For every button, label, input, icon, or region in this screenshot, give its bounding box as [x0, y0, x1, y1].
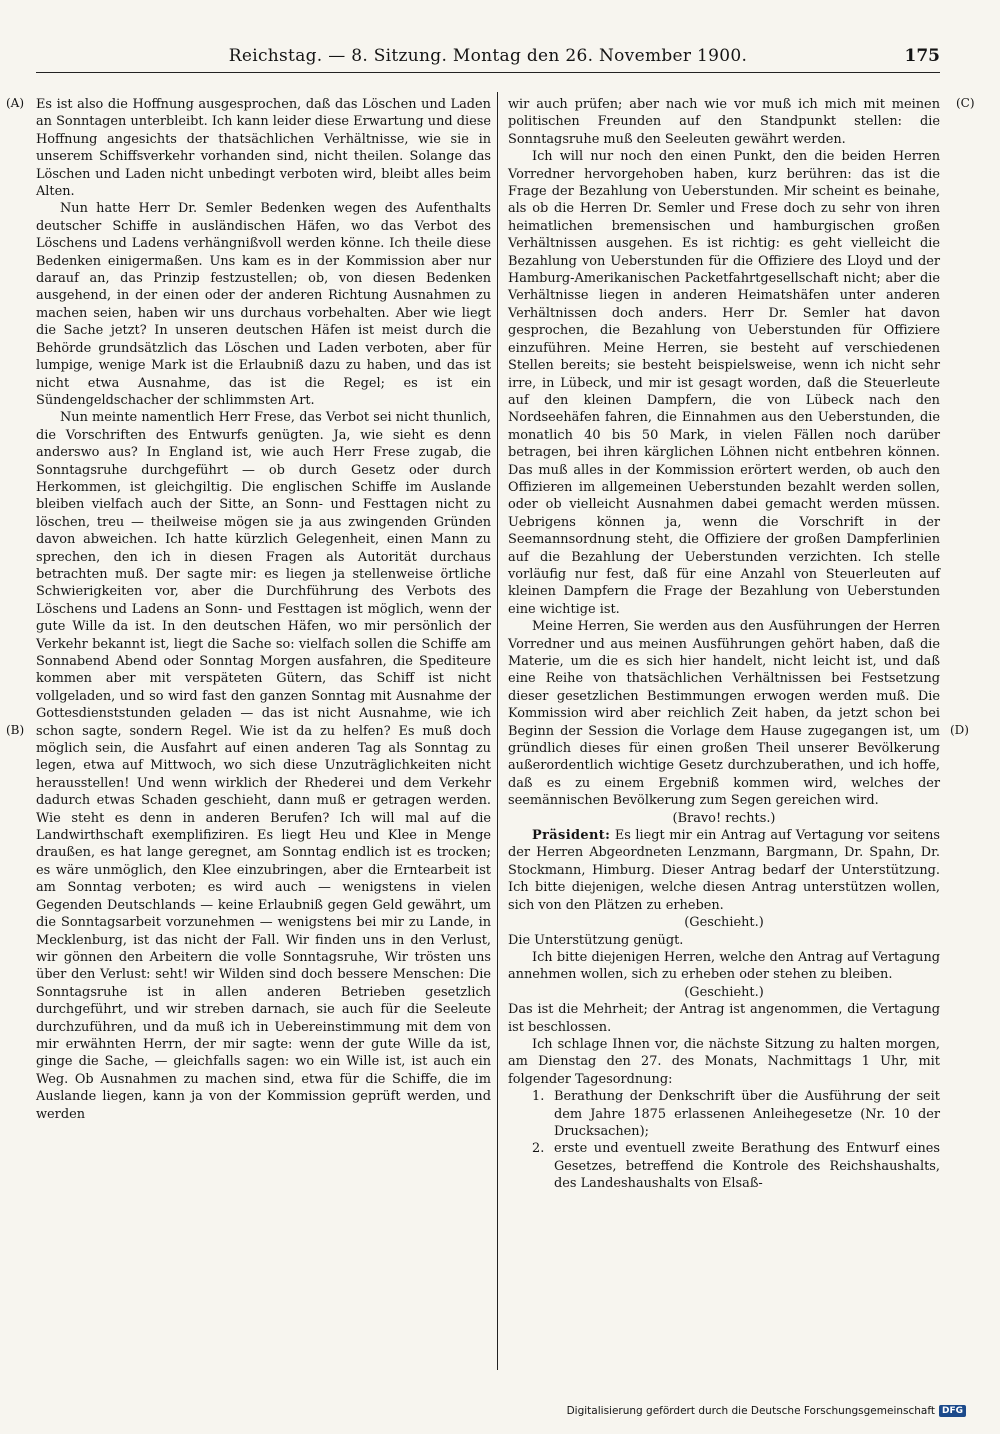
paragraph: Ich schlage Ihnen vor, die nächste Sitzung zu halten morgen, am Dienstag den 27. des Monats, Nachmittags 1 Uhr, mit folgender Tagesordnung:: [508, 1036, 940, 1087]
agenda-number: 2.: [532, 1141, 545, 1157]
agenda-item: [508, 1088, 940, 1140]
interjection: (Geschieht.): [684, 915, 764, 931]
paragraph: Ich bitte diejenigen Herren, welche den Antrag auf Vertagung annehmen wollen, sich zu erheben oder stehen zu bleiben.: [508, 949, 940, 983]
header-rule: [36, 72, 940, 73]
page-number: 175: [904, 46, 940, 66]
agenda-item: [508, 1140, 940, 1192]
column-divider: [497, 92, 498, 1370]
footer: [567, 1405, 966, 1417]
agenda-text: Berathung der Denkschrift über die Ausführung der seit dem Jahre 1875 erlassenen Anleihegesetze (Nr. 10 der Drucksachen);: [554, 1089, 940, 1139]
interjection: (Geschieht.): [684, 984, 764, 1000]
interjection: (Bravo! rechts.): [672, 810, 776, 826]
paragraph: Es ist also die Hoffnung ausgesprochen, daß das Löschen und Laden an Sonntagen unterbleibt. Ich kann leider diese Erwartung und diese Hoffnung angesichts der thatsächlichen Verhältnisse, wie sie in unserem Schiffsverkehr vorhanden sind, nicht theilen. Solange das Löschen und Laden nicht unbedingt verboten wird, bleibt alles beim Alten.: [36, 97, 491, 200]
paragraph: Meine Herren, Sie werden aus den Ausführungen der Herren Vorredner und aus meinen Ausführungen gehört haben, daß die Materie, um die es sich hier handelt, nicht leicht ist, und daß eine Reihe von thatsächlichen Verhältnissen bei Festsetzung dieser gesetzlichen Bestimmungen erwogen werden muß. Die Kommission wird aber reichlich Zeit haben, da jetzt schon bei Beginn der Session die Vorlage dem Hause zugegangen ist, um gründlich dieses für einen großen Theil unserer Bevölkerung außerordentlich wichtige Gesetz durchzuberathen, und ich hoffe, daß es zu einem Ergebniß kommen wird, welches der seemännischen Bevölkerung zum Segen gereichen wird.: [508, 619, 940, 809]
right-column: [508, 96, 940, 1193]
footer-text: Digitalisierung gefördert durch die Deutsche Forschungsgemeinschaft: [566, 1405, 935, 1417]
margin-mark-c: (C): [956, 96, 975, 110]
speaker-label: Präsident:: [532, 828, 611, 844]
margin-mark-b: (B): [6, 723, 25, 737]
left-column: [36, 96, 491, 1123]
president-text: Es liegt mir ein Antrag auf Vertagung vor seitens der Herren Abgeordneten Lenzmann, Bargmann, Dr. Spahn, Dr. Stockmann, Himburg. Dieser Antrag bedarf der Unterstützung. Ich bitte diejenigen, welche diesen Antrag unterstützen wollen, sich von den Plätzen zu erheben.: [508, 828, 940, 913]
margin-mark-a: (A): [6, 96, 25, 110]
agenda-text: erste und eventuell zweite Berathung des Entwurf eines Gesetzes, betreffend die Kontrole des Reichshaushalts, des Landeshaushalts von Elsaß-: [554, 1141, 940, 1192]
paragraph: wir auch prüfen; aber nach wie vor muß ich mich mit meinen politischen Freunden auf den Standpunkt stellen: die Sonntagsruhe muß den Seeleuten gewährt werden.: [508, 97, 940, 147]
agenda-list: [508, 1088, 940, 1192]
paragraph: Das ist die Mehrheit; der Antrag ist angenommen, die Vertagung ist beschlossen.: [508, 1002, 940, 1035]
paragraph: Ich will nur noch den einen Punkt, den die beiden Herren Vorredner hervorgehoben haben, kurz berühren: das ist die Frage der Bezahlung von Ueberstunden. Mir scheint es beinahe, als ob die Herren Dr. Semler und Frese doch zu sehr von ihren heimatlichen bremensischen und hamburgischen großen Verhältnissen ausgehen. Es ist richtig: es geht vielleicht die Bezahlung von Ueberstunden für die Offiziere des Lloyd und der Hamburg-Amerikanischen Packetfahrtgesellschaft nicht; aber die Verhältnisse liegen in anderen Heimatshäfen unter anderen Verhältnissen doch anders. Herr Dr. Semler hat davon gesprochen, die Bezahlung von Ueberstunden für Offiziere einzuführen. Meine Herren, sie besteht auf verschiedenen Stellen bereits; sie besteht beispielsweise, wenn ich nicht sehr irre, in Lübeck, und mir ist gesagt worden, daß die Steuerleute auf den kleinen Dampfern, die von Lübeck nach den Nordseehäfen fahren, die Einnahmen aus den Ueberstunden, die monatlich 40 bis 50 Mark, in vielen Fällen noch darüber betragen, bei ihren kärglichen Löhnen nicht entbehren können. Das muß alles in der Kommission erörtert werden, ob auch den Offizieren im allgemeinen Ueberstunden bezahlt werden sollen, oder ob vielleicht Ausnahmen dabei gemacht werden müssen. Uebrigens können ja, wenn die Vorschrift in der Seemannsordnung steht, die Offiziere der großen Dampferlinien auf die Bezahlung der Ueberstunden verzichten. Ich stelle vorläufig nur fest, daß für eine Anzahl von Steuerleuten auf kleinen Dampfern die Frage der Bezahlung von Ueberstunden eine wichtige ist.: [508, 149, 940, 617]
running-title: Reichstag. — 8. Sitzung. Montag den 26. November 1900.: [228, 46, 748, 66]
agenda-number: 1.: [532, 1089, 545, 1105]
paragraph: Die Unterstützung genügt.: [508, 932, 684, 948]
margin-mark-d: (D): [950, 723, 969, 737]
paragraph: Nun meinte namentlich Herr Frese, das Verbot sei nicht thunlich, die Vorschriften des Entwurfs genügten. Ja, wie sieht es denn anderswo aus? In England ist, wie auch Herr Frese zugab, die Sonntagsruhe durchgeführt — ob durch Gesetz oder durch Herkommen, ist gleichgiltig. Die englischen Schiffe im Auslande bleiben vielfach auch der Sitte, an Sonn- und Festtagen nicht zu löschen, treu — theilweise mögen sie ja aus zwingenden Gründen davon abweichen. Ich hatte kürzlich Gelegenheit, einen Mann zu sprechen, den ich in diesen Fragen als Autorität durchaus betrachten muß. Der sagte mir: es liegen ja stellenweise örtliche Schwierigkeiten vor, aber die Durchführung des Verbots des Löschens und Ladens an Sonn- und Festtagen ist möglich, wenn der gute Wille da ist. In den deutschen Häfen, wo mir persönlich der Verkehr bekannt ist, liegt die Sache so: vielfach sollen die Schiffe am Sonnabend Abend oder Sonntag Morgen ausfahren, die Spediteure kommen aber mit verspäteten Gütern, das Schiff ist nicht vollgeladen, und so wird fast den ganzen Sonntag mit Ausnahme der Gottesdienststunden geladen — das ist nicht Ausnahme, wie ich schon sagte, sondern Regel. Wie ist da zu helfen? Es muß doch möglich sein, die Ausfahrt auf einen anderen Tag als Sonntag zu legen, etwa auf Mittwoch, wo sich diese Unzuträglichkeiten nicht herausstellen! Und wenn wirklich der Rhederei und dem Verkehr dadurch etwas Schaden geschieht, dann muß er getragen werden. Wie steht es denn in anderen Berufen? Ich will mal auf die Landwirthschaft exemplifiziren. Es liegt Heu und Klee in Menge draußen, es hat lange geregnet, am Sonntag endlich ist es trocken; es wäre unmöglich, den Klee einzubringen, aber die Erntearbeit ist am Sonntag verboten; es wird auch — wenigstens in vielen Gegenden Deutschlands — keine Erlaubniß gegen Geld gewährt, um die Sonntagsarbeit vorzunehmen — wenigstens bei mir zu Lande, in Mecklenburg, ist das nicht der Fall. Wir finden uns in den Verlust, wir gönnen den Arbeitern die volle Sonntagsruhe, Wir trösten uns über den Verlust: seht! wir Wilden sind doch bessere Menschen: Die Sonntagsruhe ist in allen anderen Betrieben gesetzlich durchgeführt, und wir streben darnach, sie auch für die Seeleute durchzuführen, und da muß ich in Uebereinstimmung mit dem von mir erwähnten Herrn, der mir sagte: wenn der gute Wille da ist, ginge die Sache, — gleichfalls sagen: wo ein Wille ist, ist auch ein Weg. Ob Ausnahmen zu machen sind, etwa für die Schiffe, die im Auslande liegen, kann ja von der Kommission geprüft werden, und werden: [36, 410, 491, 1122]
paragraph: Nun hatte Herr Dr. Semler Bedenken wegen des Aufenthalts deutscher Schiffe in ausländischen Häfen, wo das Verbot des Löschens und Ladens verhängnißvoll werden könne. Ich theile diese Bedenken einigermaßen. Uns kam es in der Kommission aber nur darauf an, das Prinzip festzustellen; ob, von diesen Bedenken ausgehend, in der einen oder der anderen Richtung Ausnahmen zu machen seien, haben wir uns durchaus vorbehalten. Aber wie liegt die Sache jetzt? In unseren deutschen Häfen ist meist durch die Behörde grundsätzlich das Löschen und Laden verboten, aber für lumpige, wenige Mark ist die Erlaubniß dazu zu haben, und das ist nicht etwa Ausnahme, das ist die Regel; es ist ein Sündengeldschacher der schlimmsten Art.: [36, 201, 491, 408]
dfg-logo: DFG: [939, 1405, 966, 1417]
president-paragraph: [508, 827, 940, 914]
